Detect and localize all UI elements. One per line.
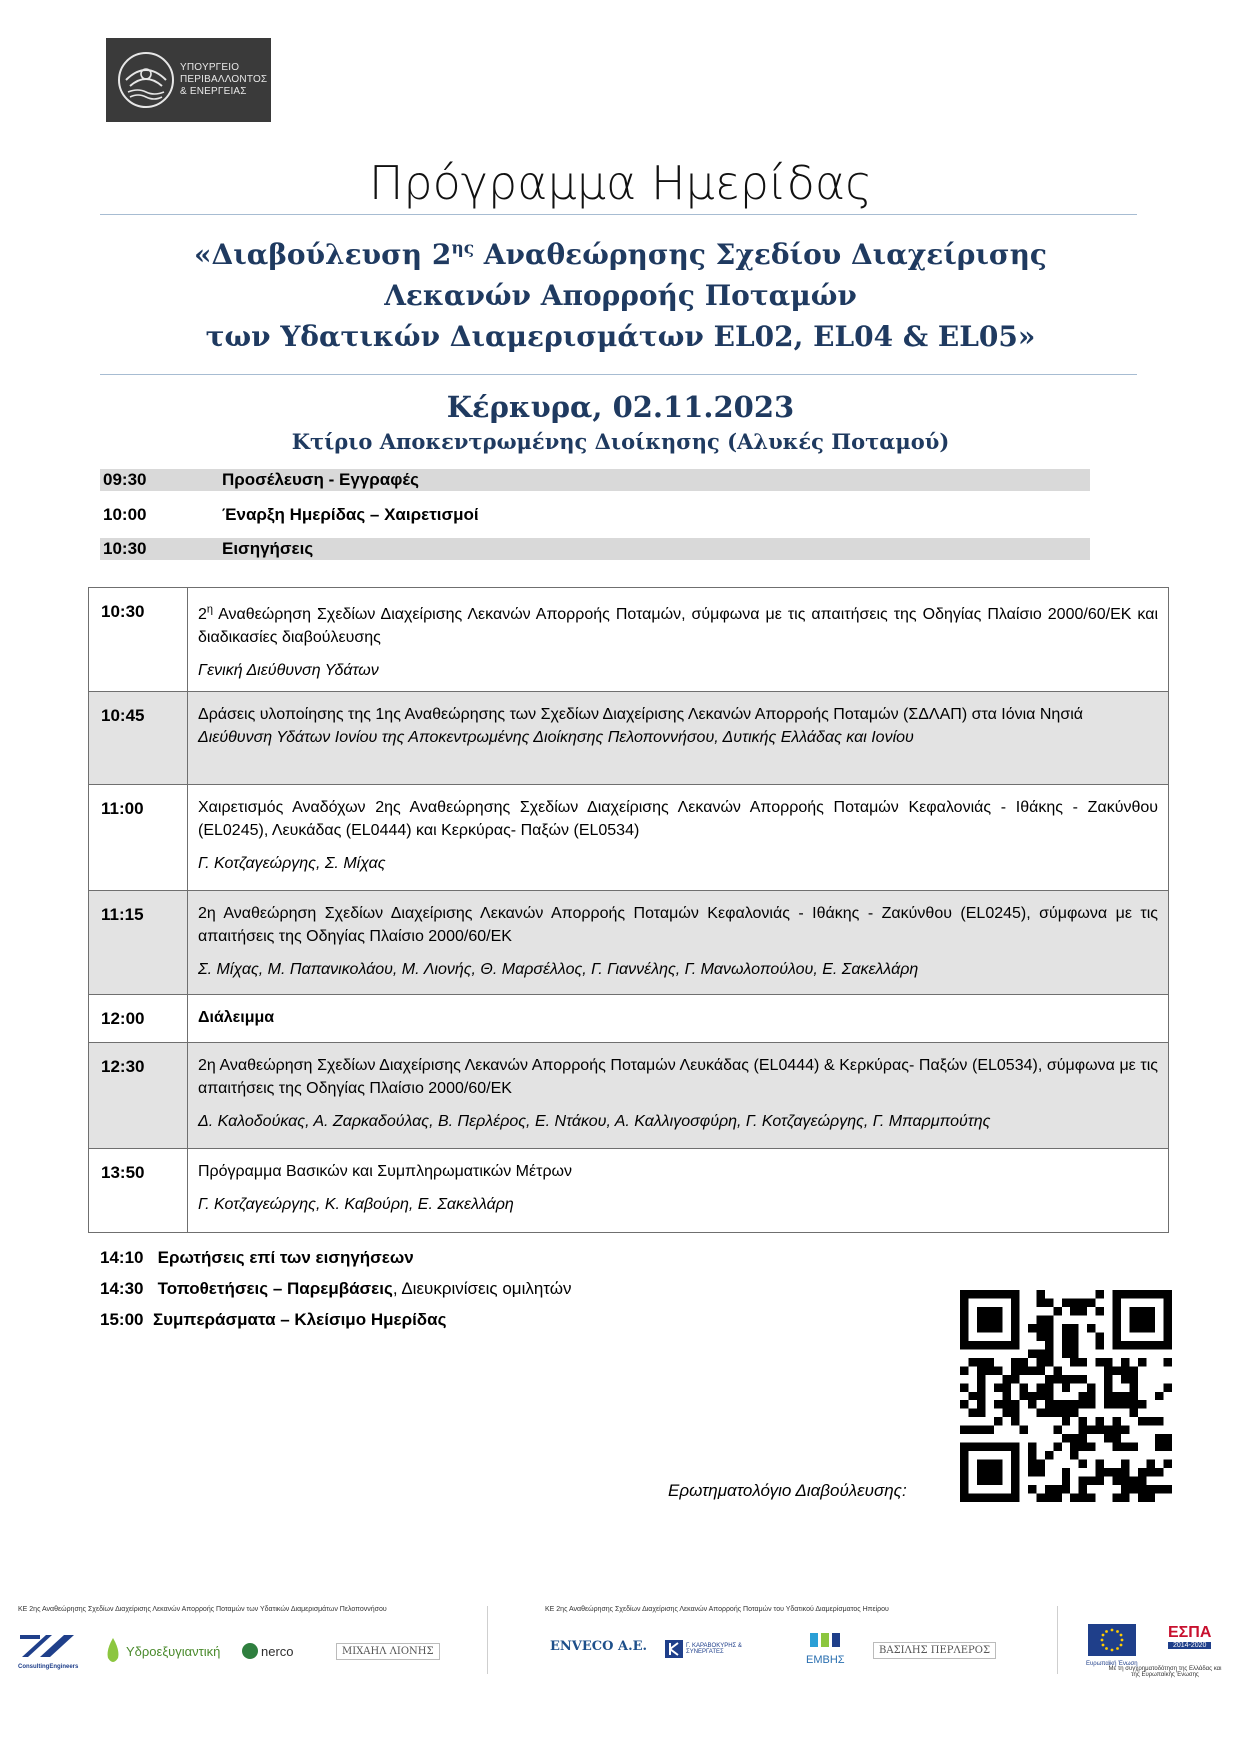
eu-flag-icon bbox=[1088, 1624, 1136, 1656]
emvis-logo bbox=[806, 1631, 845, 1666]
page-title: Πρόγραμμα Ημερίδας bbox=[368, 156, 873, 210]
qr-code[interactable] bbox=[960, 1290, 1172, 1502]
subtitle-line-1: «Διαβούλευση $2^{\eta\varsigma}$ Αναθεώρησης Σχεδίου Διαχείρισης bbox=[194, 238, 1047, 271]
emvis-icon bbox=[808, 1631, 842, 1649]
footer-caption-left: ΚΕ 2ης Αναθεώρησης Σχεδίων Διαχείρισης Λεκανών Απορροής Ποταμών των Υδατικών Διαμερισμάτων Πελοποννήσου bbox=[18, 1606, 387, 1613]
logo-text: ConsultingEngineers bbox=[18, 1664, 79, 1670]
session-time: 10:45 bbox=[89, 692, 188, 785]
ministry-logo-line: ΠΕΡΙΒΑΛΛΟΝΤΟΣ bbox=[180, 74, 268, 85]
closing-label: Τοποθετήσεις – Παρεμβάσεις bbox=[157, 1279, 393, 1298]
table-row bbox=[89, 785, 1169, 891]
session-content bbox=[188, 785, 1169, 891]
table-row bbox=[89, 692, 1169, 785]
karavokyris-logo bbox=[665, 1640, 756, 1658]
table-row bbox=[89, 891, 1169, 995]
session-topic: Δράσεις υλοποίησης της 1ης Αναθεώρησης των Σχεδίων Διαχείρισης Λεκανών Απορροής Ποταμών (ΣΔΛΑΠ) στα Ιόνια Νησιά bbox=[198, 706, 1083, 723]
session-topic: 2η Αναθεώρηση Σχεδίων Διαχείρισης Λεκανών Απορροής Ποταμών Κεφαλονιάς - Ιθάκης - Ζακύνθου (EL0245), σύμφωνα με τις απαιτήσεις της Οδηγίας Πλαίσιο 2000/60/ΕΚ bbox=[198, 905, 1158, 945]
consulting-engineers-icon bbox=[18, 1633, 78, 1659]
session-time: 13:50 bbox=[89, 1149, 188, 1233]
ydroexygiantiki-logo bbox=[104, 1636, 220, 1666]
session-time: 11:00 bbox=[89, 785, 188, 891]
ministry-logo-text bbox=[180, 62, 267, 98]
table-row bbox=[89, 1149, 1169, 1233]
eu-flag-logo bbox=[1086, 1624, 1138, 1667]
footer-caption-mid: ΚΕ 2ης Αναθεώρησης Σχεδίων Διαχείρισης Λεκανών Απορροής Ποταμών του Υδατικού Διαμερίσματος Ηπείρου bbox=[545, 1606, 889, 1613]
closing-time: 14:30 bbox=[100, 1279, 144, 1298]
agenda-row bbox=[100, 538, 1090, 560]
enveco-logo: ENVECO A.E. bbox=[550, 1639, 648, 1654]
agenda-label: Εισηγήσεις bbox=[222, 539, 314, 558]
closing-time: 14:10 bbox=[100, 1248, 144, 1267]
venue: Κτίριο Αποκεντρωμένης Διοίκησης (Αλυκές Ποταμού) bbox=[291, 429, 950, 454]
session-speakers: Γ. Κοτζαγεώργης, Σ. Μίχας bbox=[198, 855, 386, 872]
closing-time: 15:00 bbox=[100, 1310, 144, 1329]
session-content bbox=[188, 891, 1169, 995]
closing-label: Συμπεράσματα – Κλείσιμο Ημερίδας bbox=[152, 1310, 447, 1329]
session-topic: Πρόγραμμα Βασικών και Συμπληρωματικών Μέτρων bbox=[198, 1163, 573, 1180]
espa-title: ΕΣΠΑ bbox=[1168, 1624, 1212, 1641]
session-topic: Χαιρετισμός Αναδόχων 2ης Αναθεώρησης Σχεδίων Διαχείρισης Λεκανών Απορροής Ποταμών Κεφαλονιάς - Ιθάκης - Ζακύνθου (EL0245), Λευκάδας (EL0444) και Κερκύρας- Παξών (EL0534) bbox=[198, 799, 1158, 839]
logo-text: Υδροεξυγιαντική bbox=[126, 1643, 221, 1659]
session-time: 12:30 bbox=[89, 1043, 188, 1149]
agenda-time: 10:00 bbox=[103, 505, 147, 524]
closing-item bbox=[100, 1309, 446, 1331]
agenda-row bbox=[100, 504, 1090, 526]
closing-label-extra: , Διευκρινίσεις ομιλητών bbox=[392, 1279, 572, 1298]
agenda-time: 10:30 bbox=[103, 539, 147, 558]
logo-text: nerco bbox=[261, 1643, 294, 1659]
agenda-row bbox=[100, 469, 1090, 491]
session-speakers: Σ. Μίχας, Μ. Παπανικολάου, Μ. Λιονής, Θ. Μαρσέλλος, Γ. Γιαννέλης, Γ. Μανωλοπούλου, Ε. Σακελλάρη bbox=[198, 961, 919, 978]
logo-text: ΕΜΒΗΣ bbox=[806, 1654, 845, 1666]
closing-item bbox=[100, 1247, 414, 1269]
session-time: 12:00 bbox=[89, 995, 188, 1043]
session-time: 11:15 bbox=[89, 891, 188, 995]
session-speakers: Γενική Διεύθυνση Υδάτων bbox=[198, 662, 379, 680]
ministry-emblem-icon bbox=[116, 50, 176, 110]
session-speakers: Διεύθυνση Υδάτων Ιονίου της Αποκεντρωμένης Διοίκησης Πελοποννήσου, Δυτικής Ελλάδας και Ιονίου bbox=[198, 729, 914, 746]
eu-label: Ευρωπαϊκή Ένωση bbox=[1086, 1661, 1138, 1667]
session-content bbox=[188, 692, 1169, 785]
subtitle-line-2: Λεκανών Απορροής Ποταμών bbox=[384, 279, 857, 312]
consulting-engineers-logo bbox=[18, 1633, 78, 1671]
session-time: 10:30 bbox=[89, 588, 188, 692]
session-speakers: Γ. Κοτζαγεώργης, Κ. Καβούρη, Ε. Σακελλάρη bbox=[198, 1196, 514, 1213]
agenda-time: 09:30 bbox=[103, 470, 147, 489]
ministry-logo-line: & ΕΝΕΡΓΕΙΑΣ bbox=[180, 86, 247, 97]
footer-divider bbox=[1057, 1606, 1058, 1674]
perleros-logo: ΒΑΣΙΛΗΣ ΠΕΡΛΕΡΟΣ bbox=[873, 1642, 996, 1659]
table-row bbox=[89, 1043, 1169, 1149]
ministry-logo bbox=[106, 38, 271, 122]
session-content bbox=[188, 588, 1169, 692]
session-topic: 2η Αναθεώρηση Σχεδίων Διαχείρισης Λεκανών Απορροής Ποταμών Λευκάδας (EL0444) & Κερκύρας- Παξών (EL0534), σύμφωνα με τις απαιτήσεις της Οδηγίας Πλαίσιο 2000/60/ΕΚ bbox=[198, 1057, 1158, 1097]
session-content bbox=[188, 1149, 1169, 1233]
closing-label: Ερωτήσεις επί των εισηγήσεων bbox=[157, 1248, 414, 1267]
session-topic: Διάλειμμα bbox=[188, 995, 1169, 1043]
agenda-label: Προσέλευση - Εγγραφές bbox=[222, 470, 419, 489]
divider bbox=[100, 214, 1137, 215]
place-date: Κέρκυρα, 02.11.2023 bbox=[446, 390, 795, 424]
table-row bbox=[89, 995, 1169, 1043]
lionis-logo: ΜΙΧΑΗΛ ΛΙΟΝΗΣ bbox=[336, 1643, 440, 1660]
karavokyris-k-icon bbox=[665, 1640, 683, 1658]
nerco-globe-icon bbox=[242, 1643, 258, 1659]
session-topic: $2^\eta$ Αναθεώρηση Σχεδίων Διαχείρισης Λεκανών Απορροής Ποταμών, σύμφωνα με τις απαιτήσεις της Οδηγίας Πλαίσιο 2000/60/ΕΚ και διαδικασίες διαβούλευσης bbox=[198, 604, 1158, 647]
water-drop-icon bbox=[104, 1636, 122, 1666]
agenda-label: Έναρξη Ημερίδας – Χαιρετισμοί bbox=[222, 505, 479, 524]
closing-item bbox=[100, 1278, 572, 1300]
nerco-logo bbox=[242, 1643, 294, 1659]
divider bbox=[100, 374, 1137, 375]
logo-text: Γ. ΚΑΡΑΒΟΚΥΡΗΣ & ΣΥΝΕΡΓΑΤΕΣ bbox=[686, 1643, 742, 1655]
schedule-table bbox=[88, 587, 1169, 1233]
session-content bbox=[188, 1043, 1169, 1149]
footer-divider bbox=[487, 1606, 488, 1674]
cofund-note: Με τη συγχρηματοδότηση της Ελλάδας και της Ευρωπαϊκής Ένωσης bbox=[1108, 1666, 1222, 1678]
subtitle-line-3: των Υδατικών Διαμερισμάτων EL02, EL04 & EL05» bbox=[205, 320, 1036, 353]
espa-logo bbox=[1168, 1624, 1211, 1649]
qr-label: Ερωτηματολόγιο Διαβούλευσης: bbox=[668, 1481, 907, 1500]
espa-years: 2014-2020 bbox=[1168, 1642, 1211, 1649]
session-speakers: Δ. Καλοδούκας, Α. Ζαρκαδούλας, Β. Περλέρος, Ε. Ντάκου, Α. Καλλιγοσφύρη, Γ. Κοτζαγεώργης, Γ. Μπαρμπούτης bbox=[198, 1113, 991, 1130]
ministry-logo-line: ΥΠΟΥΡΓΕΙΟ bbox=[180, 62, 240, 73]
table-row bbox=[89, 588, 1169, 692]
